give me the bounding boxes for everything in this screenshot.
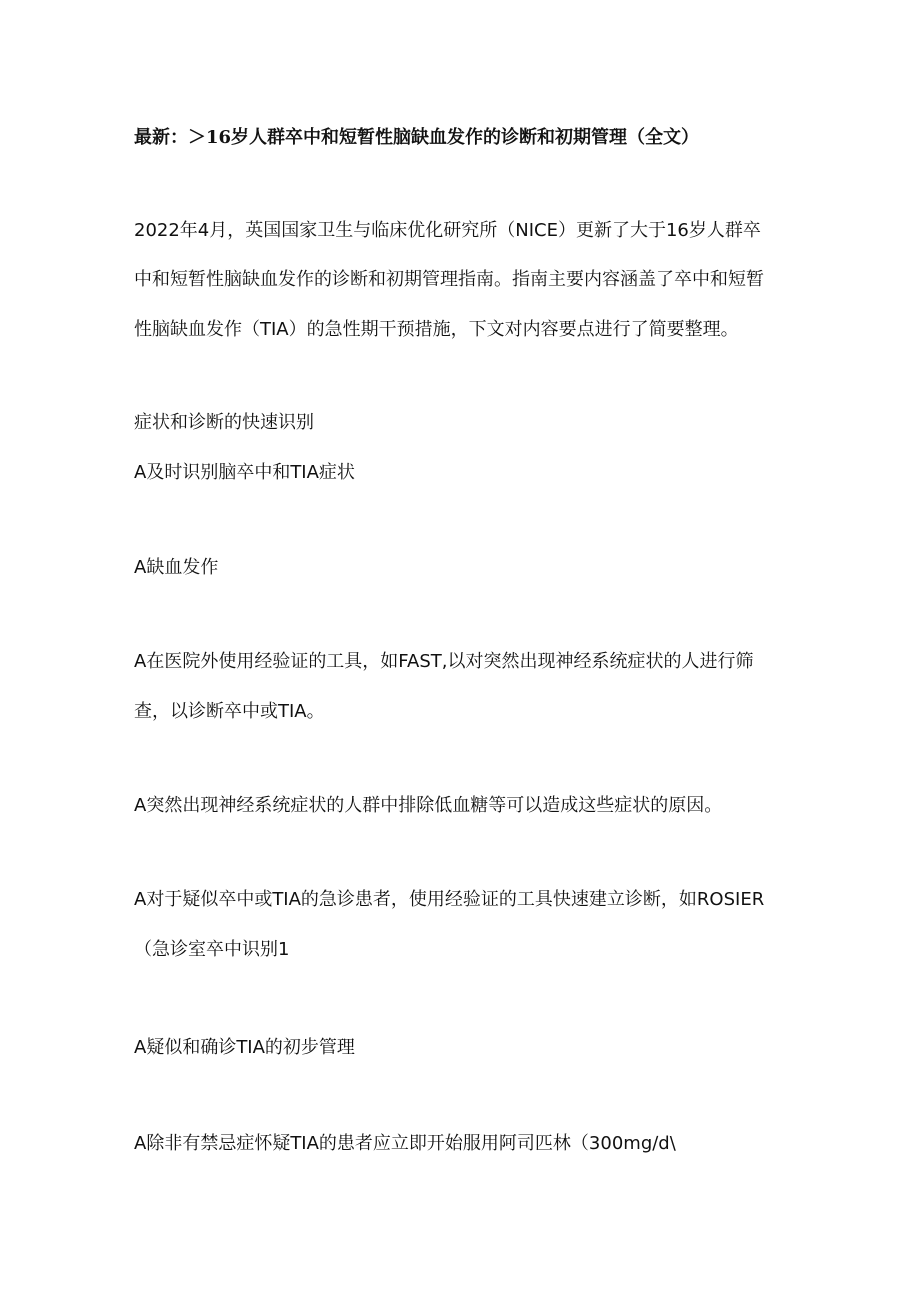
list-item-rosier-line-1: A对于疑似卒中或TIA的急诊患者，使用经验证的工具快速建立诊断，如ROSIER	[134, 889, 765, 910]
document-title: 最新：＞16岁人群卒中和短暂性脑缺血发作的诊断和初期管理（全文）	[134, 127, 700, 148]
list-item-aspirin: A除非有禁忌症怀疑TIA的患者应立即开始服用阿司匹林（300mg∕d\	[134, 1133, 676, 1154]
intro-line-3: 性脑缺血发作（TIA）的急性期干预措施，下文对内容要点进行了简要整理。	[134, 319, 739, 340]
list-item-initial-management: A疑似和确诊TIA的初步管理	[134, 1037, 355, 1058]
section-heading: 症状和诊断的快速识别	[134, 412, 314, 433]
list-item-fast-line-2: 查，以诊断卒中或TIA。	[134, 701, 325, 722]
intro-line-2: 中和短暂性脑缺血发作的诊断和初期管理指南。指南主要内容涵盖了卒中和短暂	[134, 269, 764, 290]
list-item-fast-line-1: A在医院外使用经验证的工具，如FAST,以对突然出现神经系统症状的人进行筛	[134, 651, 754, 672]
list-item-hypoglycemia: A突然出现神经系统症状的人群中排除低血糖等可以造成这些症状的原因。	[134, 795, 723, 816]
list-item-rosier-line-2: （急诊室卒中识别1	[134, 939, 290, 960]
intro-line-1: 2022年4月，英国国家卫生与临床优化研究所（NICE）更新了大于16岁人群卒	[134, 220, 761, 241]
list-item-recognize: A及时识别脑卒中和TIA症状	[134, 462, 355, 483]
list-item-ischemic: A缺血发作	[134, 557, 219, 578]
